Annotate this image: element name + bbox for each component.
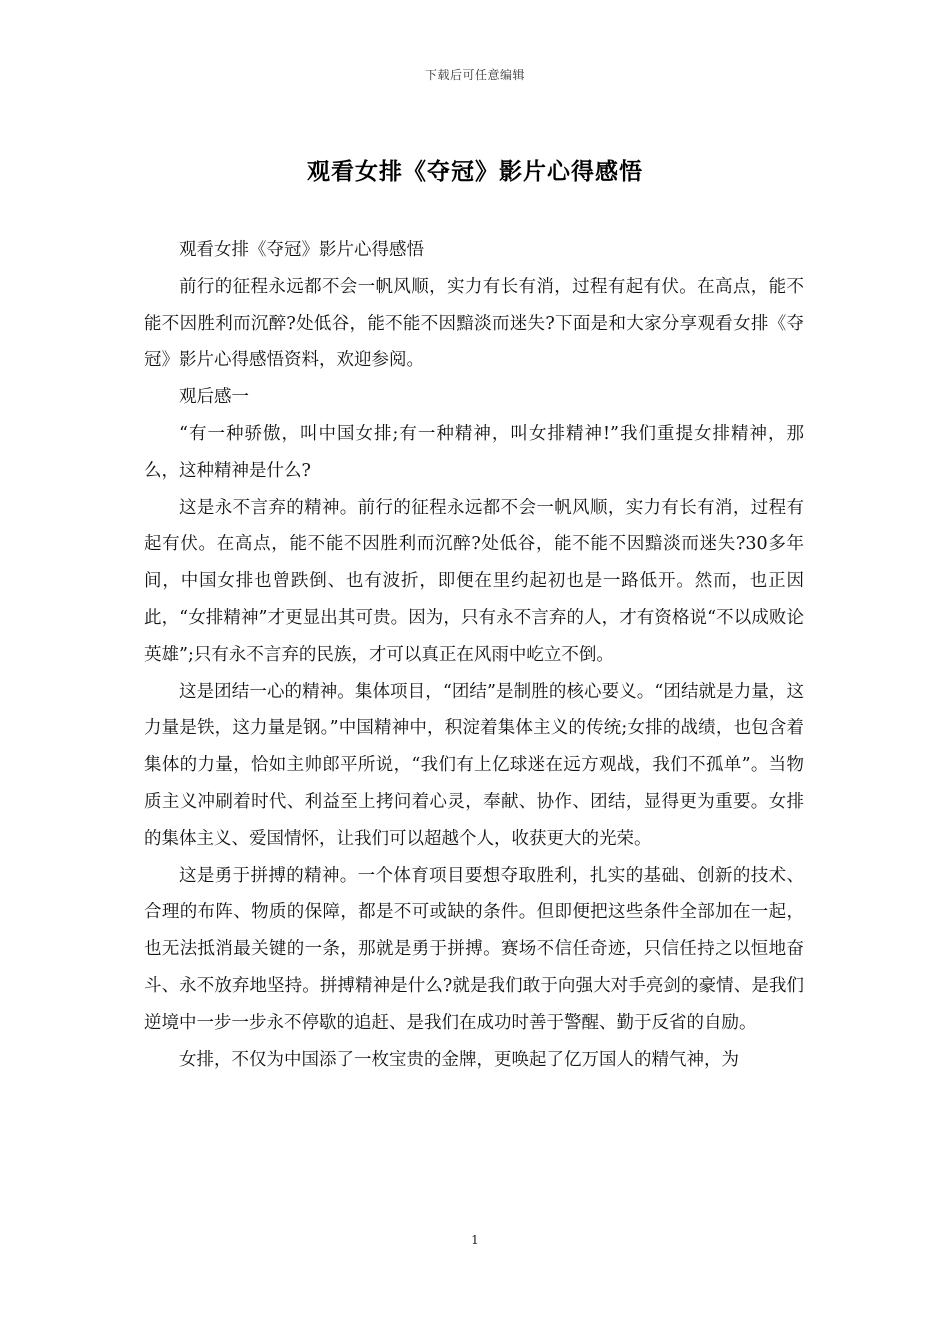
document-body bbox=[144, 232, 804, 1078]
document-title: 观看女排《夺冠》影片心得感悟 bbox=[307, 158, 643, 185]
page-number: 1 bbox=[471, 1233, 479, 1247]
paragraph: “有一种骄傲，叫中国女排;有一种精神，叫女排精神!”我们重提女排精神，那么，这种精神是什么? bbox=[144, 423, 804, 481]
paragraph-intro: 前行的征程永远都不会一帆风顺，实力有长有消，过程有起有伏。在高点，能不能不因胜利而沉醉?处低谷，能不能不因黯淡而迷失?下面是和大家分享观看女排《夺冠》影片心得感悟资料，欢迎参阅。 bbox=[144, 276, 804, 371]
paragraph: 这是永不言弃的精神。前行的征程永远都不会一帆风顺，实力有长有消，过程有起有伏。在高点，能不能不因胜利而沉醉?处低谷，能不能不因黯淡而迷失?30多年间，中国女排也曾跌倒、也有波折，即便在里约起初也是一路低开。然而，也正因此，“女排精神”才更显出其可贵。因为，只有永不言弃的人，才有资格说“不以成败论英雄”;只有永不言弃的民族，才可以真正在风雨中屹立不倒。 bbox=[144, 497, 804, 665]
paragraph: 这是团结一心的精神。集体项目，“团结”是制胜的核心要义。“团结就是力量，这力量是铁，这力量是钢。”中国精神中，积淀着集体主义的传统;女排的战绩，也包含着集体的力量，恰如主帅郎平所说，“我们有上亿球迷在远方观战，我们不孤单”。当物质主义冲刷着时代、利益至上拷问着心灵，奉献、协作、团结，显得更为重要。女排的集体主义、爱国情怀，让我们可以超越个人，收获更大的光荣。 bbox=[144, 681, 804, 849]
paragraph-subtitle: 观看女排《夺冠》影片心得感悟 bbox=[179, 240, 424, 260]
header-note: 下载后可任意编辑 bbox=[424, 68, 525, 82]
paragraph: 女排，不仅为中国添了一枚宝贵的金牌，更唤起了亿万国人的精气神，为 bbox=[179, 1049, 739, 1070]
paragraph: 这是勇于拼搏的精神。一个体育项目要想夺取胜利，扎实的基础、创新的技术、合理的布阵、物质的保障，都是不可或缺的条件。但即便把这些条件全部加在一起，也无法抵消最关键的一条，那就是勇于拼搏。赛场不信任奇迹，只信任持之以恒地奋斗、永不放弃地坚持。拼搏精神是什么?就是我们敢于向强大对手亮剑的豪情、是我们逆境中一步一步永不停歇的追赶、是我们在成功时善于警醒、勤于反省的自励。 bbox=[144, 865, 804, 1033]
section-heading: 观后感一 bbox=[179, 387, 249, 408]
